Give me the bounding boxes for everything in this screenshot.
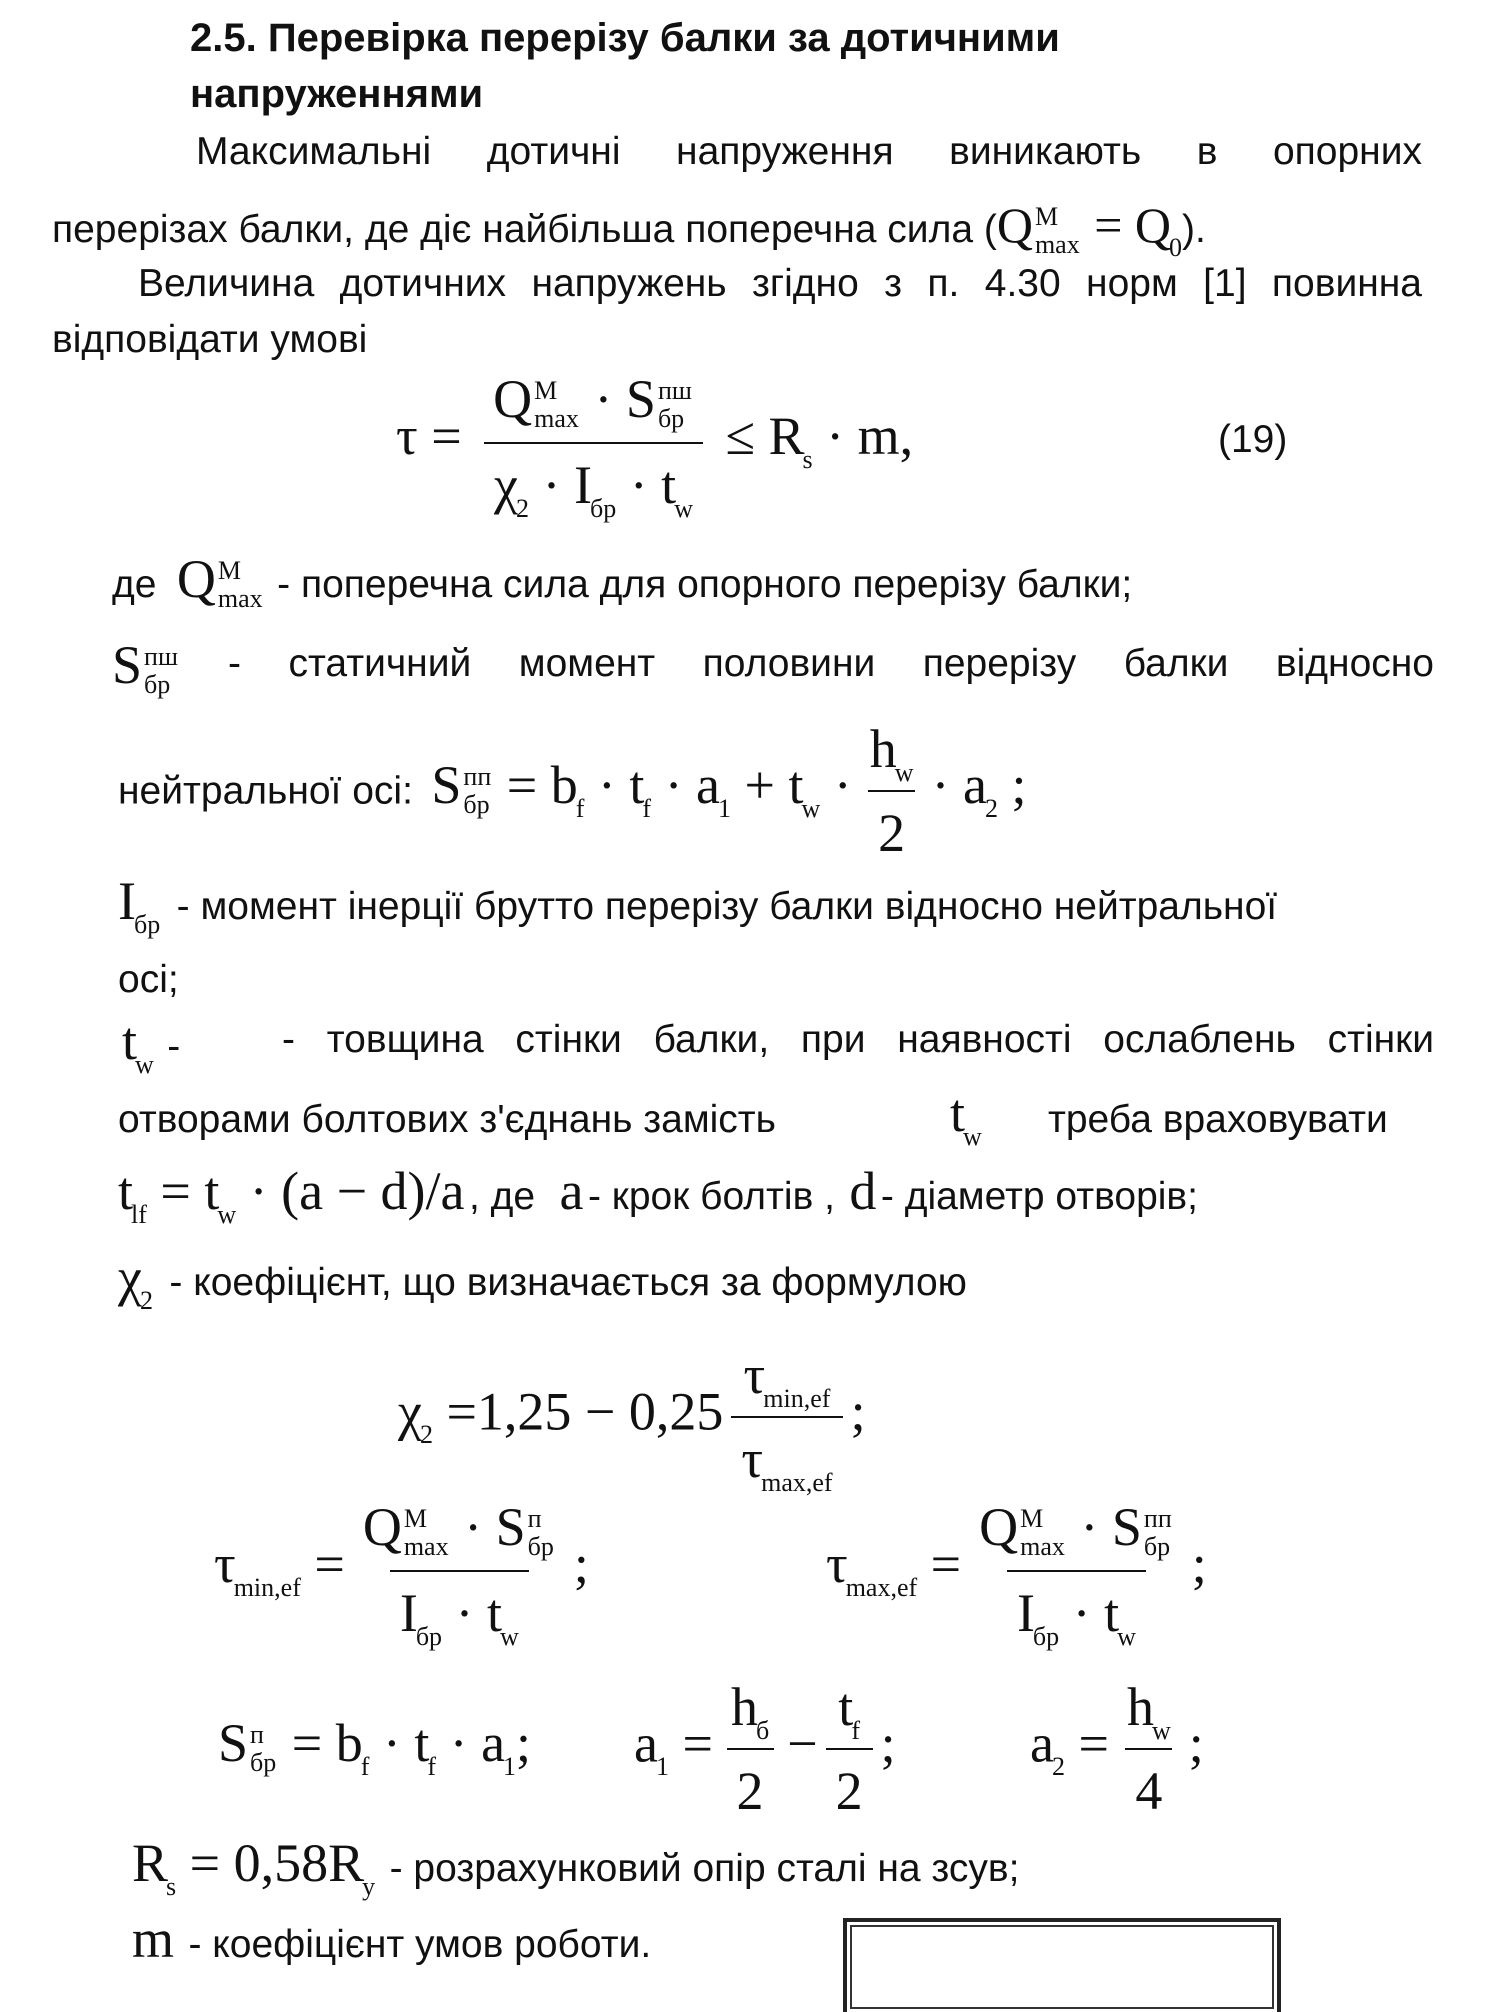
equation-19: τ = Q M max · S пш бр $\chi_2 \cdot I_{бр} \cdot t_w$ ≤ $R_s \cdot m$,: [396, 369, 914, 523]
s-static-moment-symbol: S пш бр: [112, 635, 178, 699]
definition-tw-line2b: треба враховувати: [1048, 1098, 1388, 1141]
definition-chi: $\chi_2$ - коефіцієнт, що визначається за формулою: [118, 1247, 967, 1315]
rs-formula: $R_s = 0,58R_y$: [132, 1833, 376, 1901]
i-inertia-symbol: $I_{бр}$: [118, 871, 161, 939]
a1-formula: $a_1$ = $\frac{h_б}{2}$ − $\frac{t_f}{2}$ ;: [634, 1677, 896, 1821]
section-heading-line2: напруженнями: [190, 72, 484, 116]
definition-tw-line3: $t_{lf} = t_w \cdot (a - d)/a$ , де a - крок болтів , d - діаметр отворів;: [118, 1161, 1198, 1229]
definition-rs: $R_s = 0,58R_y$ - розрахунковий опір сталі на зсув;: [132, 1833, 1020, 1901]
a2-formula: $a_2$ = $\frac{h_w}{4}$ ;: [1030, 1677, 1204, 1821]
chi-formula: $\chi_2 =1,25 - 0,25$ $\frac{\tau_{min,ef}}{\tau_{max,ef}}$ ;: [398, 1345, 866, 1497]
definition-q: де Q M max - поперечна сила для опорного перерізу балки;: [112, 549, 1133, 613]
equation-19-fraction: Q M max · S пш бр $\chi_2 \cdot I_{бр} \cdot t_w$: [483, 368, 704, 516]
q-max-symbol: Q M max: [176, 549, 263, 613]
s-static-moment-formula: S пп бр = $b_f \cdot t_f \cdot a_1 + t_w$ · $\frac{h_w}{2}$ · $a_2$ ;: [431, 719, 1027, 863]
equation-19-label: (19): [1218, 418, 1288, 461]
definition-s-line2: нейтральної осі: S пп бр = $b_f \cdot t_f \cdot a_1 + t_w$ · $\frac{h_w}{2}$ · $a_2$ ;: [118, 719, 1027, 863]
tau-max-formula: $\tau_{max,ef}$ = Q M max · S пп бр $I_{бр} \cdot t_w$ ;: [826, 1497, 1207, 1651]
chi-symbol: $\chi_2$: [118, 1247, 153, 1315]
intro-paragraph-2-line2: відповідати умові: [52, 318, 368, 361]
tw-inline-symbol: $t_w$: [950, 1083, 982, 1151]
intro-paragraph-1-line2: перерізах балки, де діє найбільша поперечна сила (Q M max = $Q_0$).: [52, 197, 1206, 262]
tw-symbol: $t_w$ -: [122, 1011, 181, 1079]
section-heading-line1: 2.5. Перевірка перерізу балки за дотичними: [190, 16, 1060, 60]
definition-m: m - коефіцієнт умов роботи.: [132, 1909, 652, 1969]
q-equals-q0-formula: Q M max = $Q_0$: [996, 197, 1183, 262]
intro-paragraph-1-line1: Максимальні дотичні напруження виникають в опорних: [196, 130, 1422, 173]
m-symbol: m: [132, 1909, 175, 1969]
definition-tw-line1: - товщина стінки балки, при наявності ослаблень стінки: [282, 1018, 1434, 1061]
tau-min-formula: $\tau_{min,ef}$ = Q M max · S п бр $I_{бр} \cdot t_w$ ;: [214, 1497, 589, 1651]
definition-i-line2: осі;: [118, 958, 179, 1001]
library-stamp: [843, 1918, 1281, 2012]
intro-paragraph-2-line1: Величина дотичних напружень згідно з п. 4.30 норм [1] повинна: [138, 262, 1422, 305]
definition-i-line1: $I_{бр}$ - момент інерції брутто перерізу балки відносно нейтральної: [118, 871, 1278, 939]
s-flange-formula: S п бр = $b_f \cdot t_f \cdot a_1$;: [218, 1713, 532, 1781]
definition-tw-line2a: отворами болтових з'єднань замість: [118, 1098, 776, 1141]
definition-s-line1: - статичний момент половини перерізу балки відносно: [228, 642, 1434, 685]
tlf-formula: $t_{lf} = t_w \cdot (a - d)/a$: [118, 1161, 465, 1229]
